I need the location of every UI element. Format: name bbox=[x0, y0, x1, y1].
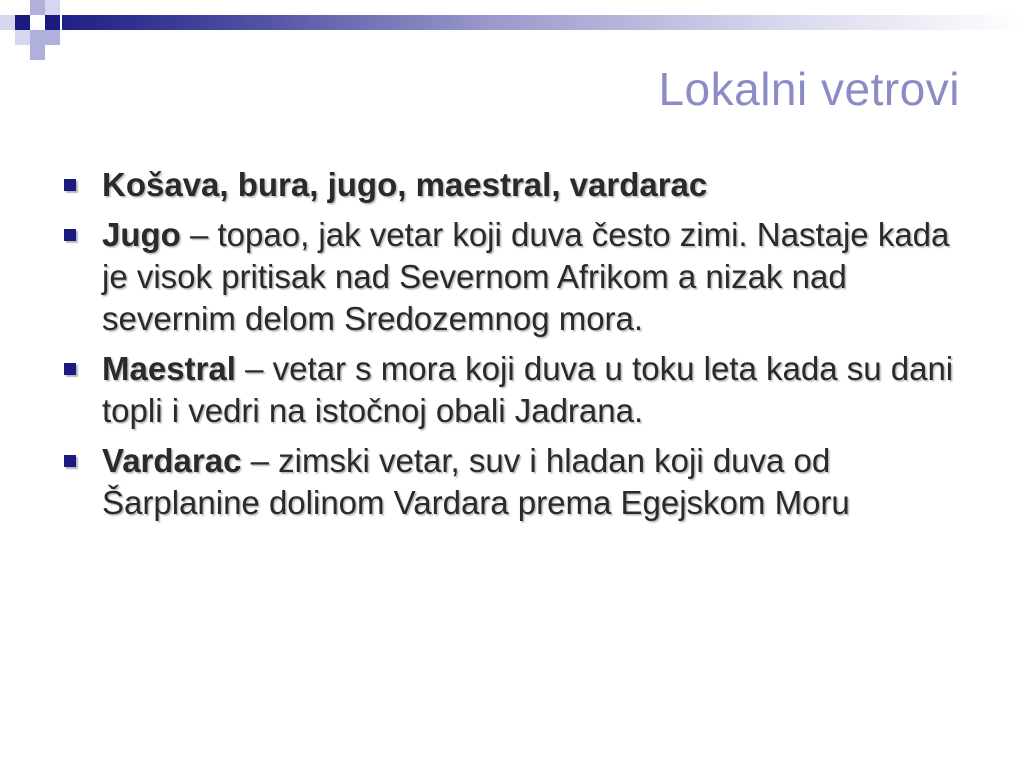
decor-square bbox=[45, 30, 60, 45]
list-item bbox=[62, 440, 982, 524]
bullet-square-icon bbox=[64, 455, 76, 467]
item-text: – zimski vetar, suv i hladan koji duva od Šarplanine dolinom Vardara prema Egejskom Moru bbox=[102, 442, 850, 521]
decor-square bbox=[0, 15, 15, 30]
bullet-square-icon bbox=[64, 229, 76, 241]
decor-square bbox=[30, 45, 45, 60]
item-term: Košava, bura, jugo, maestral, vardarac bbox=[102, 166, 708, 203]
header-gradient-bar bbox=[62, 15, 1024, 30]
decor-square bbox=[15, 15, 30, 30]
item-text: – vetar s mora koji duva u toku leta kada su dani topli i vedri na istočnoj obali Jadrana. bbox=[102, 350, 954, 429]
item-text: – topao, jak vetar koji duva često zimi. Nastaje kada je visok pritisak nad Severnom Afrikom a nizak nad severnim delom Sredozemnog mora. bbox=[102, 216, 950, 337]
list-item bbox=[62, 164, 982, 206]
item-term: Maestral bbox=[102, 350, 236, 387]
decor-square bbox=[45, 15, 60, 30]
item-term: Vardarac bbox=[102, 442, 242, 479]
decor-square bbox=[30, 0, 45, 15]
list-item bbox=[62, 214, 982, 340]
decor-square bbox=[15, 30, 30, 45]
bullet-square-icon bbox=[64, 179, 76, 191]
item-term: Jugo bbox=[102, 216, 181, 253]
slide-title: Lokalni vetrovi bbox=[658, 63, 960, 115]
decor-square bbox=[30, 30, 45, 45]
bullet-square-icon bbox=[64, 363, 76, 375]
bullet-list bbox=[62, 164, 982, 532]
list-item bbox=[62, 348, 982, 432]
decor-square bbox=[45, 0, 60, 15]
